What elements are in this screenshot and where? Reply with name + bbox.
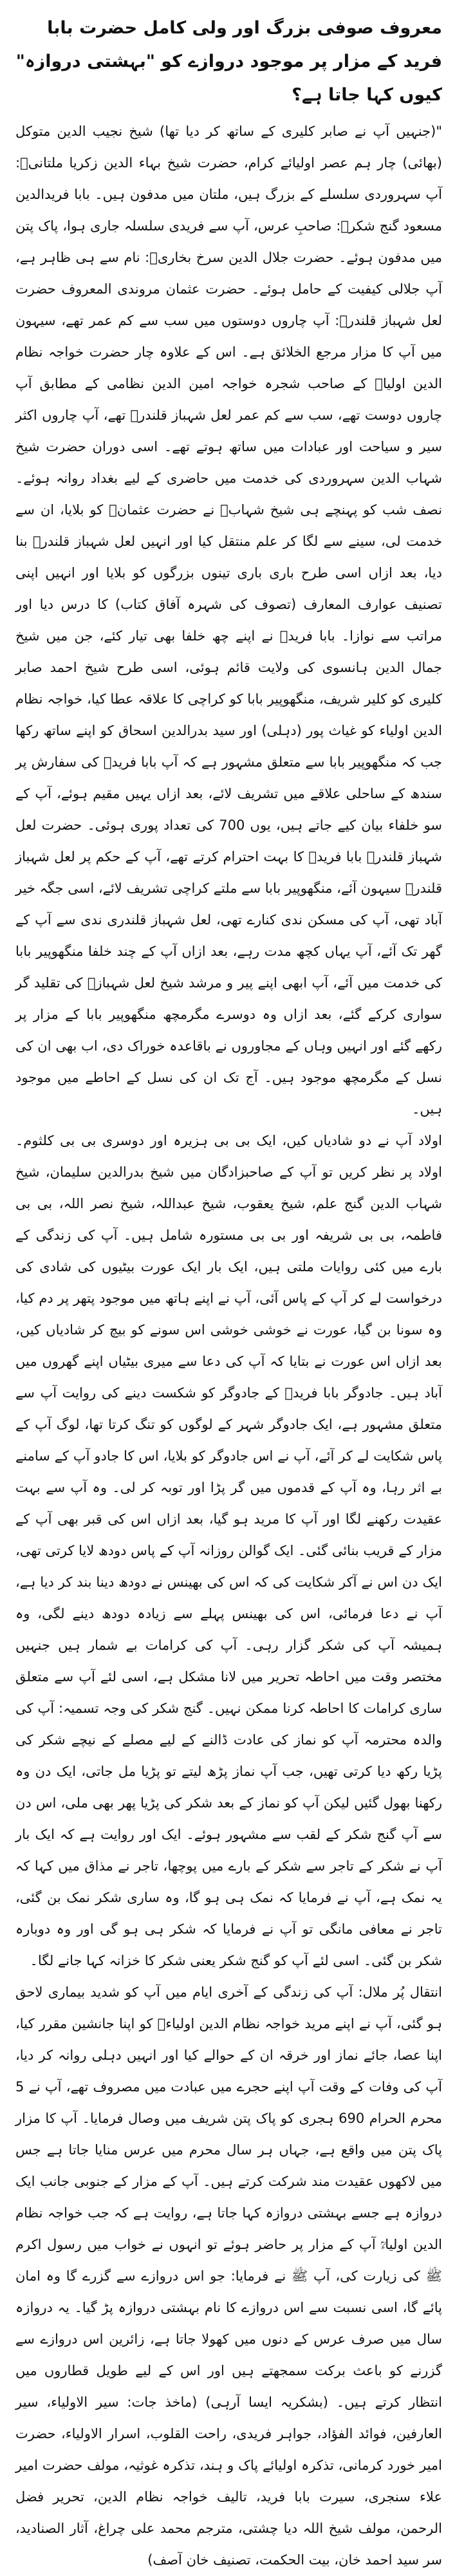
article-paragraph: انتقال پُر ملال: آپ کی زندگی کے آخری ایام میں آپ کو شدید بیماری لاحق ہو گئی، آپ نے اپنے مرید خواجہ نظام الدین اولیاءؒ کو اپنا جانشین مقرر کیا، اپنا عصا، جائے نماز اور خرقہ ان کے حوالے کیا اور انہیں دہلی روانہ کر دیا، آپ کی وفات کے وقت آپ اپنے حجرے میں عبادت میں مصروف تھے، آپ نے 5 محرم الحرام 690 ہجری کو پاک پتن شریف میں وصال فرمایا۔ آپ کا مزار پاک پتن میں واقع ہے، جہاں ہر سال محرم میں عرس منایا جاتا ہے جس میں لاکھوں عقیدت مند شرکت کرتے ہیں۔ آپ کے مزار کے جنوبی جانب ایک دروازہ ہے جسے بہشتی دروازہ کہا جاتا ہے، روایت ہے کہ جب خواجہ نظام الدین اولیاءؒ آپ کے مزار پر حاضر ہوئے تو انہوں نے خواب میں رسول اکرم ﷺ کی زیارت کی، آپ ﷺ نے فرمایا: جو اس دروازے سے گزرے گا وہ امان پائے گا، اسی نسبت سے اس دروازے کا نام بہشتی دروازہ پڑ گیا۔ یہ دروازہ سال میں صرف عرس کے دنوں میں کھولا جاتا ہے، زائرین اس دروازے سے گزرنے کو باعث برکت سمجھتے ہیں اور اس کے لیے طویل قطاروں میں انتظار کرتے ہیں۔ (بشکریہ ایسا آرہی) (ماخذ جات: سیر الاولیاء، سیر العارفین، فوائد الفؤاد، جواہر فریدی، راحت القلوب، اسرار الاولیاء، حضرت امیر خورد کرمانی، تذکرہ اولیائے پاک و ہند، تذکرہ غوثیہ، مولف حضرت امیر علاء سنجری، سیرت بابا فرید، تالیف خواجہ نظام الدین، تحریر فضل الرحمن، مولف شیخ اللہ دیا چشتی، مترجم محمد علی چراغ، آثار الصنادید، سر سید احمد خان، بیت الحکمت، تصنیف خان آصف) <box>15 1984 442 2568</box>
article-paragraph: اولاد آپ نے دو شادیاں کیں، ایک بی بی ہزیرہ اور دوسری بی بی کلثوم۔ اولاد پر نظر کریں تو آپ کے صاحبزادگان میں شیخ بدرالدین سلیمان، شیخ شہاب الدین گنج علم، شیخ یعقوب، شیخ عبداللہ، شیخ نصر اللہ، بی بی فاطمہ، بی بی شریفہ اور بی بی مستورہ شامل ہیں۔ آپ کی زندگی کے بارے میں کئی روایات ملتی ہیں، ایک بار ایک عورت بیٹیوں کی شادی کی درخواست لے کر آپ کے پاس آئی، آپ نے اپنے ہاتھ میں موجود پتھر پر دم کیا، وہ سونا بن گیا، عورت نے خوشی خوشی اس سونے کو بیچ کر شادیاں کیں، بعد ازاں اس عورت نے بتایا کہ آپ کی دعا سے میری بیٹیاں اپنے گھروں میں آباد ہیں۔ جادوگر بابا فریدؒ کے جادوگر کو شکست دینے کی روایت آپ سے متعلق مشہور ہے، ایک جادوگر شہر کے لوگوں کو تنگ کرتا تھا، لوگ آپ کے پاس شکایت لے کر آئے، آپ نے اس جادوگر کو بلایا، اس کا جادو آپ کے سامنے بے اثر رہا، وہ آپ کے قدموں میں گر پڑا اور توبہ کر لی۔ وہ آپ سے بہت عقیدت رکھنے لگا اور آپ کا مرید ہو گیا، بعد ازاں اس کی قبر بھی آپ کے مزار کے قریب بنائی گئی۔ ایک گوالن روزانہ آپ کے پاس دودھ لایا کرتی تھی، ایک دن اس نے آکر شکایت کی کہ اس کی بھینس نے دودھ دینا بند کر دیا ہے، آپ نے دعا فرمائی، اس کی بھینس پہلے سے زیادہ دودھ دینے لگی، وہ ہمیشہ آپ کی شکر گزار رہی۔ آپ کی کرامات بے شمار ہیں جنہیں مختصر وقت میں احاطہ تحریر میں لانا مشکل ہے، اسی لئے آپ سے متعلق ساری کرامات کا احاطہ کرنا ممکن نہیں۔ گنج شکر کی وجہ تسمیہ: آپ کی والدہ محترمہ آپ کو نماز کی عادت ڈالنے کے لیے مصلے کے نیچے شکر کی پڑیا رکھ دیا کرتی تھیں، جب آپ نماز پڑھ لیتے تو پڑیا مل جاتی، ایک دن وہ رکھنا بھول گئیں لیکن آپ کو نماز کے بعد شکر کی پڑیا پھر بھی ملی، اس دن سے آپ گنج شکر کے لقب سے مشہور ہوئے۔ ایک اور روایت ہے کہ ایک بار آپ نے شکر کے تاجر سے شکر کے بارے میں پوچھا، تاجر نے مذاق میں کہا کہ یہ نمک ہے، آپ نے فرمایا کہ نمک ہی ہو گا، وہ ساری شکر نمک بن گئی، تاجر نے معافی مانگی تو آپ نے فرمایا کہ شکر ہی ہو گی اور وہ دوبارہ شکر بن گئی۔ اسی لئے آپ کو گنج شکر یعنی شکر کا خزانہ کہا جانے لگا۔ <box>15 1133 442 1968</box>
article-title: معروف صوفی بزرگ اور ولی کامل حضرت بابا فرید کے مزار پر موجود دروازے کو "بہشتی دروازہ" کیوں کہا جاتا ہے؟ <box>15 18 442 105</box>
article-paragraph: "(جنہیں آپ نے صابر کلیری کے ساتھ کر دیا تھا) شیخ نجیب الدین متوکل (بھائی) چار ہم عصر اولیائے کرام، حضرت شیخ بہاء الدین زکریا ملتانیؒ: آپ سہروردی سلسلے کے بزرگ ہیں، ملتان میں مدفون ہیں۔ بابا فریدالدین مسعود گنج شکرؒ: صاحبِ عرس، آپ سے فریدی سلسلہ جاری ہوا، پاک پتن میں مدفون ہوئے۔ حضرت جلال الدین سرخ بخاریؒ: نام سے ہی ظاہر ہے، آپ جلالی کیفیت کے حامل ہوئے۔ حضرت عثمان مروندی المعروف حضرت لعل شہباز قلندرؒ: آپ چاروں دوستوں میں سب سے کم عمر تھے، سیہون میں آپ کا مزار مرجع الخلائق ہے۔ اس کے علاوہ چار حضرت خواجہ نظام الدین اولیاؒ کے صاحب شجرہ خواجہ امین الدین نظامی کے مطابق آپ چاروں دوست تھے، سب سے کم عمر لعل شہباز قلندرؒ تھے، آپ چاروں اکثر سیر و سیاحت اور عبادات میں ساتھ ہوتے تھے۔ اسی دوران حضرت شیخ شہاب الدین سہروردی کی خدمت میں حاضری کے لیے بغداد روانہ ہوئے۔ نصف شب کو پہنچے ہی شیخ شہابؒ نے حضرت عثمانؒ کو بلایا، ان سے خدمت لی، سینے سے لگا کر علم منتقل کیا اور انہیں لعل شہباز قلندرؒ بنا دیا، بعد ازاں اسی طرح باری باری تینوں بزرگوں کو بلایا اور انہیں اپنی تصنیف عوارف المعارف (تصوف کی شہرہ آفاق کتاب) کا درس دیا اور مراتب سے نوازا۔ بابا فریدؒ نے اپنے چھ خلفا بھی تیار کئے، جن میں شیخ جمال الدین ہانسوی کی ولایت قائم ہوئی، اسی طرح شیخ احمد صابر کلیری کو کلیر شریف، منگھوپیر بابا کو کراچی کا علاقہ عطا کیا، خواجہ نظام الدین اولیاء کو غیاث پور (دہلی) اور سید بدرالدین اسحاق کو اپنے ساتھ رکھا جب کہ منگھوپیر بابا سے متعلق مشہور ہے کہ آپ بابا فریدؒ کی سفارش پر سندھ کے ساحلی علاقے میں تشریف لائے، بعد ازاں یہیں مقیم ہوئے، آپ کے سو خلفاء بیان کیے جاتے ہیں، یوں 700 کی تعداد پوری ہوئی۔ حضرت لعل شہباز قلندرؒ بابا فریدؒ کا بہت احترام کرتے تھے، آپ کے حکم پر لعل شہباز قلندرؒ سیہون آئے، منگھوپیر بابا سے ملتے کراچی تشریف لائے، اسی جگہ خیر آباد تھی، آپ کی مسکن ندی کنارے تھی، لعل شہباز قلندری ندی سے آپ کے گھر تک آئے، آپ یہاں کچھ مدت رہے، بعد ازاں آپ کے چند خلفا منگھوپیر بابا کی خدمت میں آئے، آپ ابھی اپنے پیر و مرشد شیخ لعل شہبازؒ کی تقلید گر سواری کرکے گئے، بعد ازاں وہ دوسرے مگرمچھ منگھوپیر بابا کے مزار پر رکھے گئے اور انہیں وہاں کے مجاوروں نے باقاعدہ خوراک دی، اب بھی ان کی نسل کے مگرمچھ موجود ہیں۔ آج تک ان کی نسل کے احاطے میں موجود ہیں۔ <box>15 124 442 1117</box>
